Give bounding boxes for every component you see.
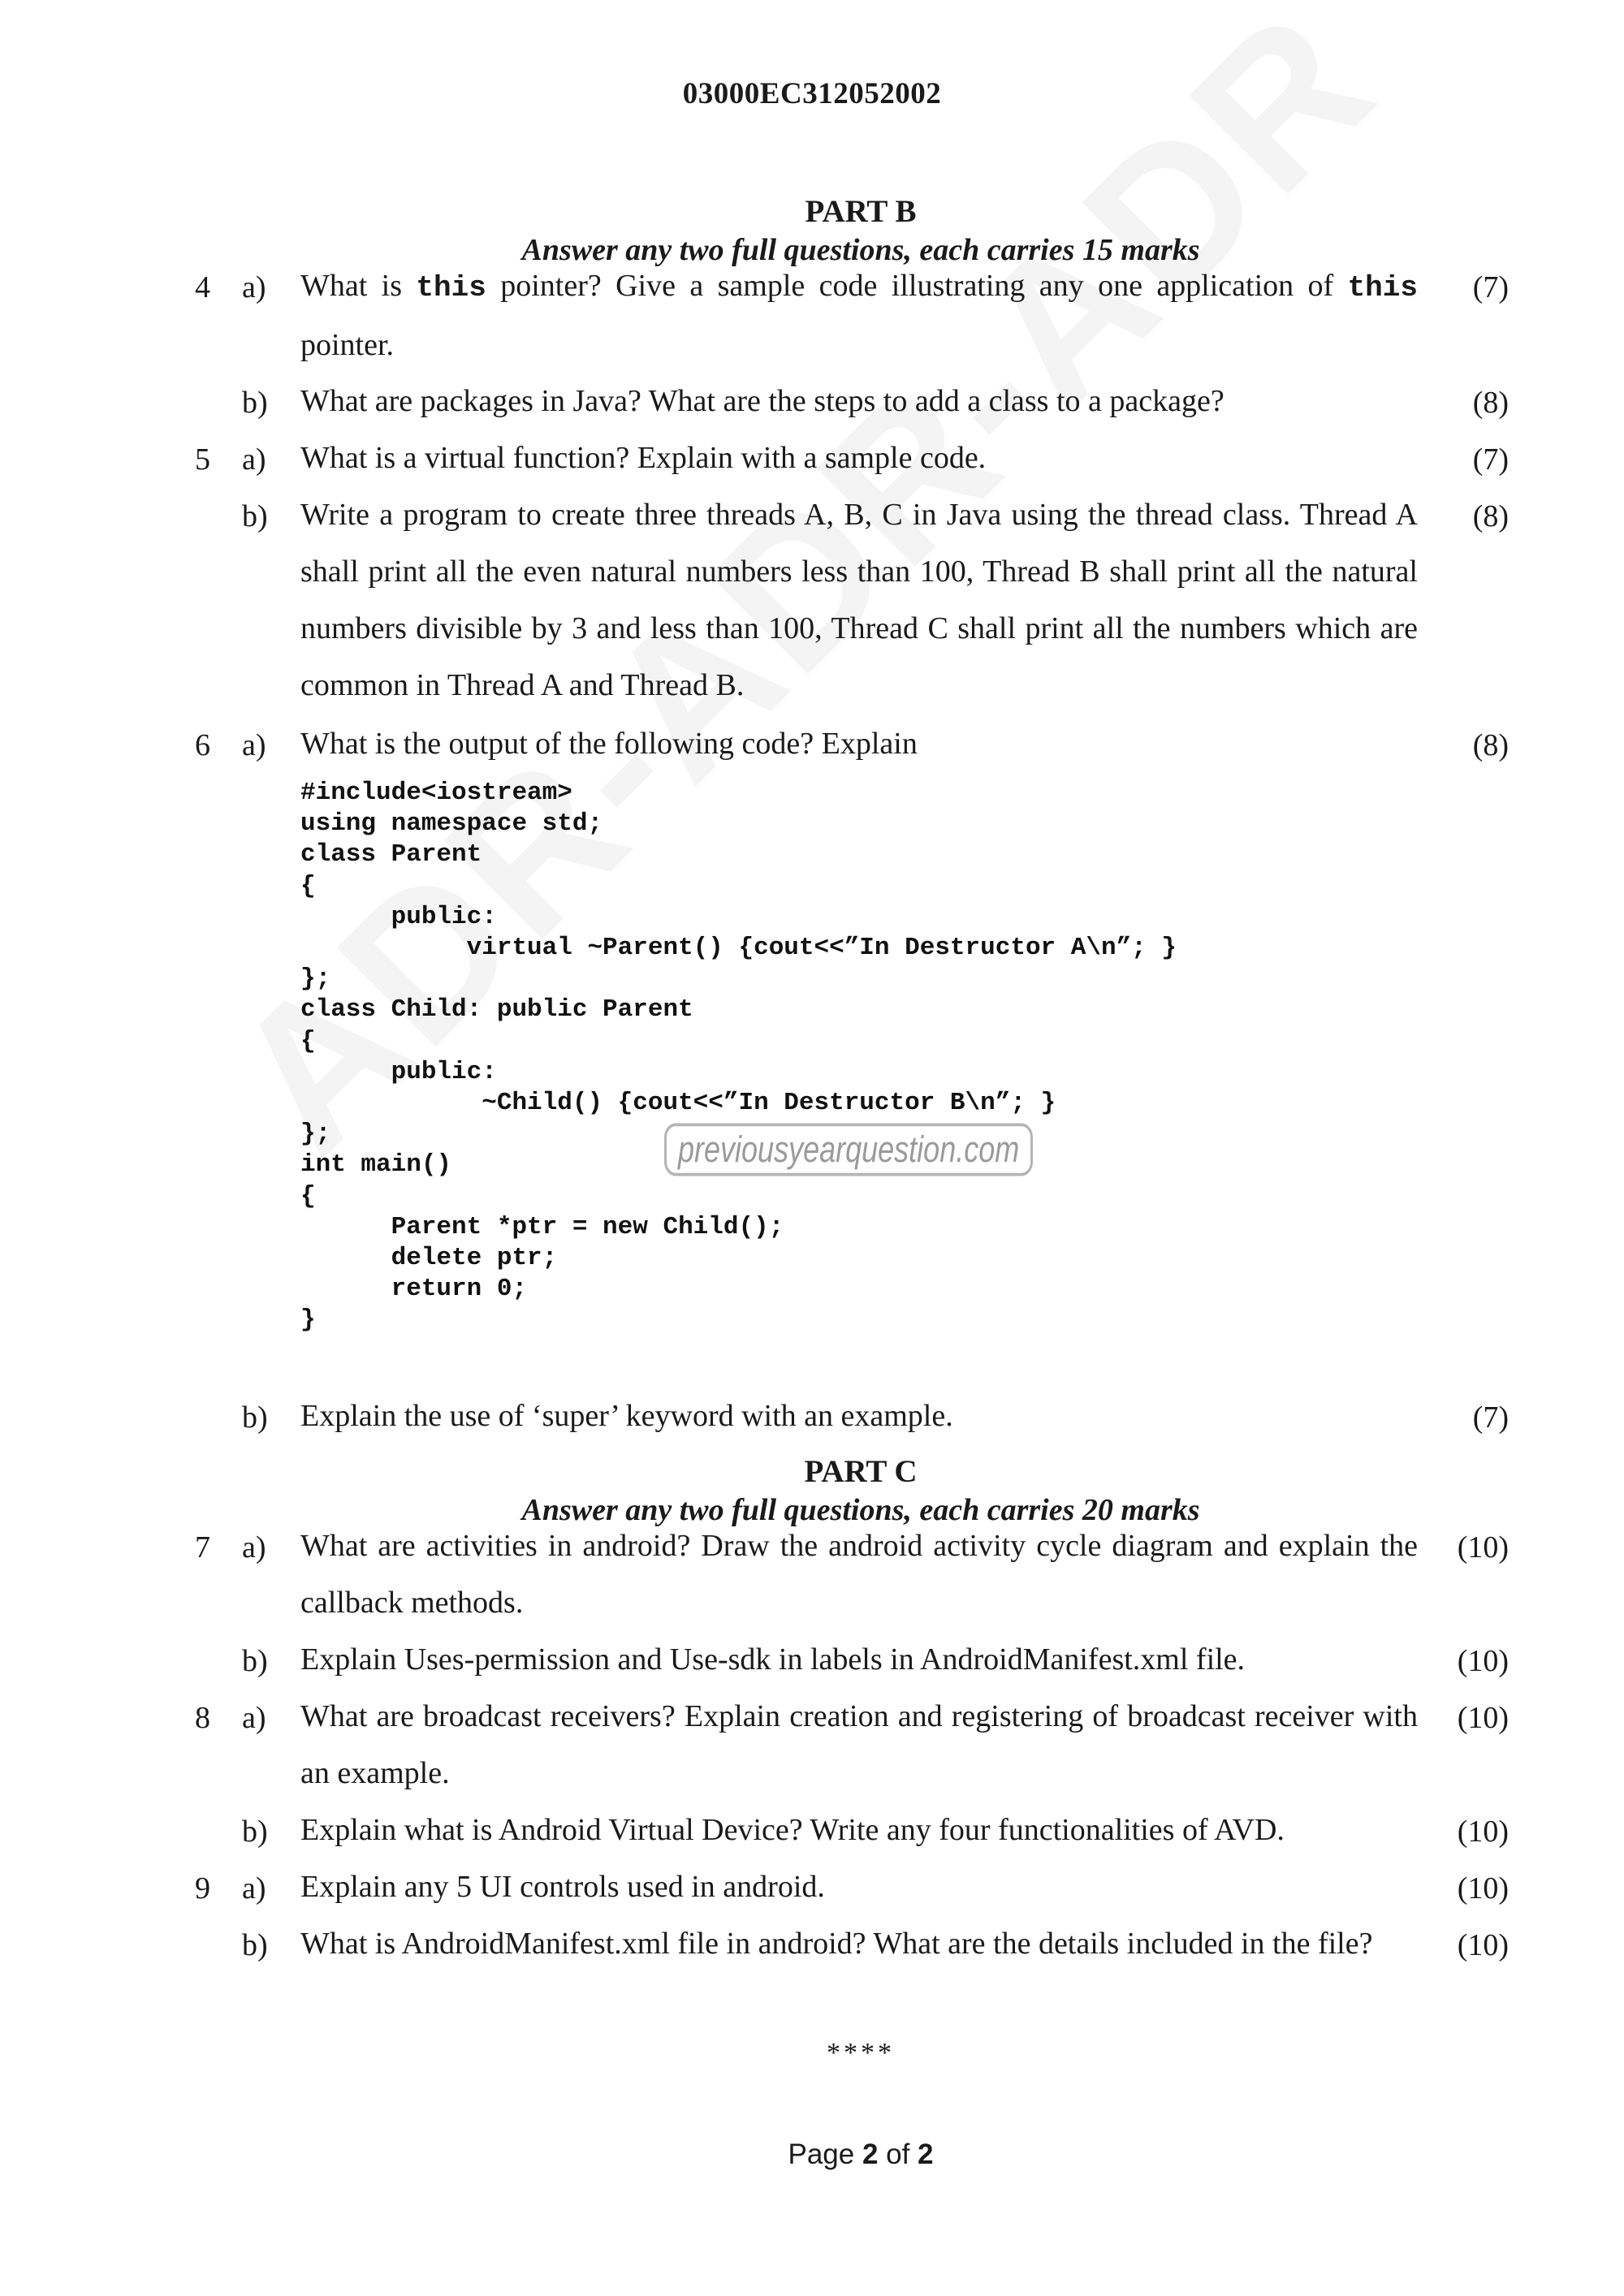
question-number: 9 — [195, 1871, 210, 1905]
marks: (7) — [1472, 1400, 1509, 1435]
part-b-instruction: Answer any two full questions, each carries 15 marks — [521, 233, 1200, 267]
paper-code: 03000EC312052002 — [682, 77, 942, 110]
marks: (10) — [1457, 1530, 1509, 1564]
page-number: Page 2 of 2 — [788, 2138, 934, 2170]
marks: (10) — [1457, 1871, 1509, 1905]
marks: (10) — [1457, 1644, 1509, 1678]
part-c-title: PART C — [804, 1454, 918, 1489]
question-5b-text: Write a program to create three threads A, B, C in Java using the thread class. Thread A shall print all the even natural numbers less than 100, Thread B shall print all the natural numbers divisible by 3 and less than 100, Thread C shall print all the numbers which are common in Thread A and Thread B. — [300, 498, 1418, 702]
subquestion-label: b) — [242, 386, 268, 420]
subquestion-label: a) — [242, 728, 266, 762]
subquestion-label: a) — [242, 1701, 266, 1735]
site-stamp-logo: previousyearquestion.com — [664, 1124, 1033, 1176]
part-c-instruction: Answer any two full questions, each carries 20 marks — [521, 1493, 1200, 1527]
question-number: 5 — [195, 442, 210, 477]
question-4b-text: What are packages in Java? What are the steps to add a class to a package? — [300, 384, 1224, 418]
code-snippet: #include<iostream> using namespace std; class Parent { public: virtual ~Parent() {cout<<”In Destructor A\n”; } }; class Child: public Parent { public: ~Child() {cout<<”In Destructor B\n”; } }; int main() { Parent *ptr = new Child(); delete ptr; return 0; } — [300, 779, 1177, 1335]
part-b-title: PART B — [805, 194, 917, 229]
question-8a-text: What are broadcast receivers? Explain creation and registering of broadcast receiver with an example. — [300, 1699, 1418, 1790]
marks: (8) — [1472, 386, 1509, 420]
question-5a-text: What is a virtual function? Explain with a sample code. — [300, 441, 987, 475]
subquestion-label: a) — [242, 1530, 266, 1564]
question-number: 6 — [195, 728, 210, 762]
marks: (8) — [1472, 728, 1509, 762]
question-7a-text: What are activities in android? Draw the android activity cycle diagram and explain the callback methods. — [300, 1529, 1418, 1620]
marks: (10) — [1457, 1701, 1509, 1735]
marks: (10) — [1457, 1928, 1509, 1962]
question-9b-text: What is AndroidManifest.xml file in android? What are the details included in the file? — [300, 1927, 1373, 1961]
question-4a-text: What is this pointer? Give a sample code illustrating any one application of this pointer. — [300, 269, 1418, 362]
question-number: 4 — [195, 270, 210, 304]
end-marker: **** — [827, 2038, 895, 2068]
question-9a-text: Explain any 5 UI controls used in android. — [300, 1870, 825, 1904]
keyword-this: this — [1347, 271, 1418, 304]
question-6a-text: What is the output of the following code? Explain — [300, 727, 918, 761]
marks: (7) — [1472, 442, 1509, 477]
marks: (8) — [1472, 499, 1509, 533]
subquestion-label: b) — [242, 1815, 268, 1849]
marks: (7) — [1472, 270, 1509, 304]
subquestion-label: b) — [242, 499, 268, 533]
subquestion-label: b) — [242, 1644, 268, 1678]
marks: (10) — [1457, 1815, 1509, 1849]
question-7b-text: Explain Uses-permission and Use-sdk in labels in AndroidManifest.xml file. — [300, 1642, 1246, 1677]
subquestion-label: b) — [242, 1400, 268, 1435]
question-8b-text: Explain what is Android Virtual Device? Write any four functionalities of AVD. — [300, 1813, 1285, 1847]
question-number: 8 — [195, 1701, 210, 1735]
subquestion-label: b) — [242, 1928, 268, 1962]
subquestion-label: a) — [242, 1871, 266, 1905]
subquestion-label: a) — [242, 270, 266, 304]
question-6b-text: Explain the use of ‘super’ keyword with an example. — [300, 1399, 953, 1433]
keyword-this: this — [416, 271, 486, 304]
question-number: 7 — [195, 1530, 210, 1564]
subquestion-label: a) — [242, 442, 266, 477]
